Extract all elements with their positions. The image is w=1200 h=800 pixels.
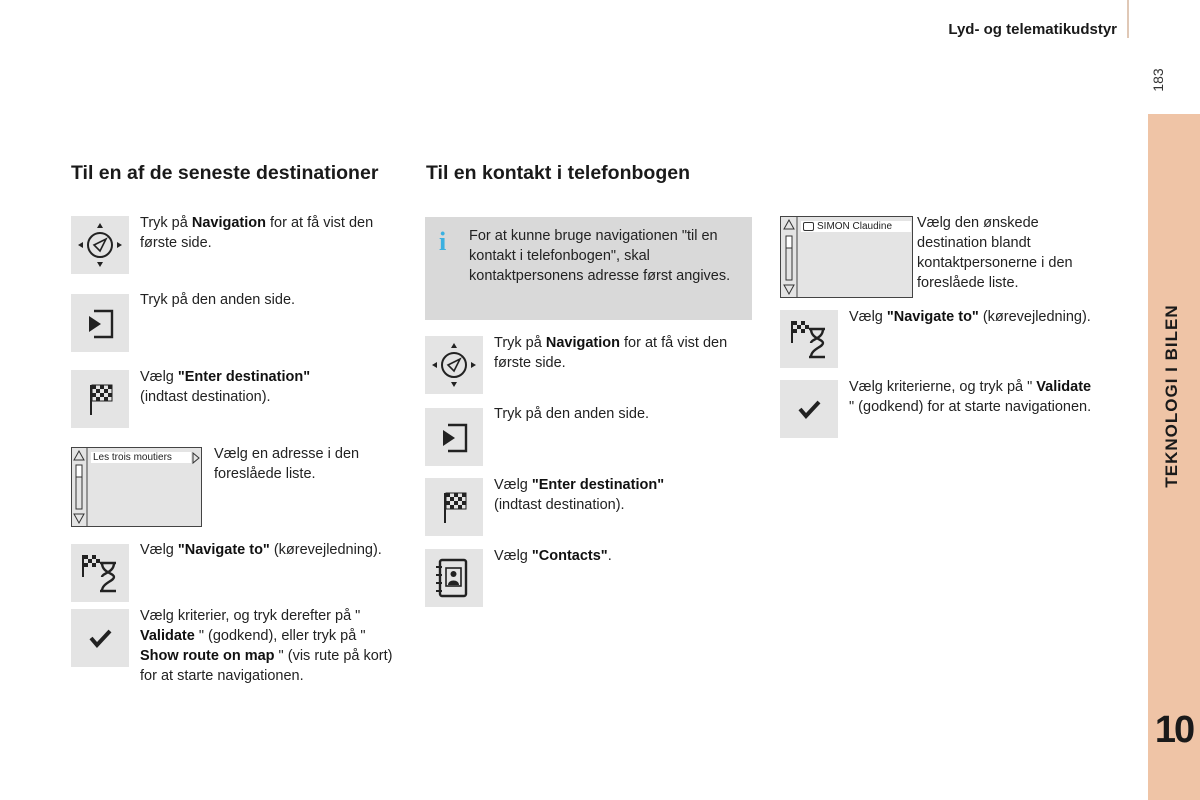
header-title: Lyd- og telematikudstyr [948,21,1117,38]
middle-step-3-text: Vælg "Enter destination" (indtast destination). [494,477,665,513]
chapter-side-tab [1148,114,1200,800]
left-step-6-text: Vælg kriterier, og tryk derefter på " Validate " (godkend), eller tryk på " Show route on map " (vis rute på kort) for at starte navigationen. [140,608,393,684]
contacts-book-icon [425,549,483,607]
right-step-3-text: Vælg kriterierne, og tryk på " Validate " (godkend) for at starte navigationen. [849,379,1092,415]
middle-step-2-text: Tryk på den anden side. [494,406,650,422]
next-page-icon [71,294,129,352]
checkered-flag-icon [425,478,483,536]
screen-list-item: SIMON Claudine [801,221,911,232]
next-page-icon [425,408,483,466]
chapter-number: 10 [1154,709,1194,751]
flag-hourglass-icon [71,544,129,602]
checkmark-icon [780,380,838,438]
navigation-dial-icon [425,336,483,394]
left-step-5-text: Vælg "Navigate to" (kørevejledning). [140,542,382,558]
screen-list-icon [71,447,202,527]
contact-card-icon [803,222,814,231]
left-step-2-text: Tryk på den anden side. [140,292,296,308]
header-rule [1127,0,1129,38]
screen-list-icon [780,216,913,298]
info-text: For at kunne bruge navigationen "til en kontakt i telefonbogen", skal kontaktpersonens adresse først angives. [469,228,731,284]
left-step-4-text: Vælg en adresse i den foreslåede liste. [214,446,360,482]
right-step-1-text: Vælg den ønskede destination blandt kontaktpersonerne i den foreslåede liste. [917,215,1073,291]
middle-heading: Til en kontakt i telefonbogen [426,162,690,184]
middle-step-4-text: Vælg "Contacts". [494,548,612,564]
info-icon: i [439,227,447,256]
left-heading: Til en af de seneste destinationer [71,162,379,184]
checkmark-icon [71,609,129,667]
flag-hourglass-icon [780,310,838,368]
page-number: 183 [1150,68,1166,92]
checkered-flag-icon [71,370,129,428]
screen-list-item: Les trois moutiers [91,452,191,463]
navigation-dial-icon [71,216,129,274]
right-step-2-text: Vælg "Navigate to" (kørevejledning). [849,309,1091,325]
info-box [425,217,752,320]
middle-step-1-text: Tryk på Navigation for at få vist den første side. [494,335,728,371]
left-step-3-text: Vælg "Enter destination" (indtast destination). [140,369,311,405]
chapter-title: TEKNOLOGI I BILEN [1162,304,1181,488]
left-step-1-text: Tryk på Navigation for at få vist den første side. [140,215,374,251]
